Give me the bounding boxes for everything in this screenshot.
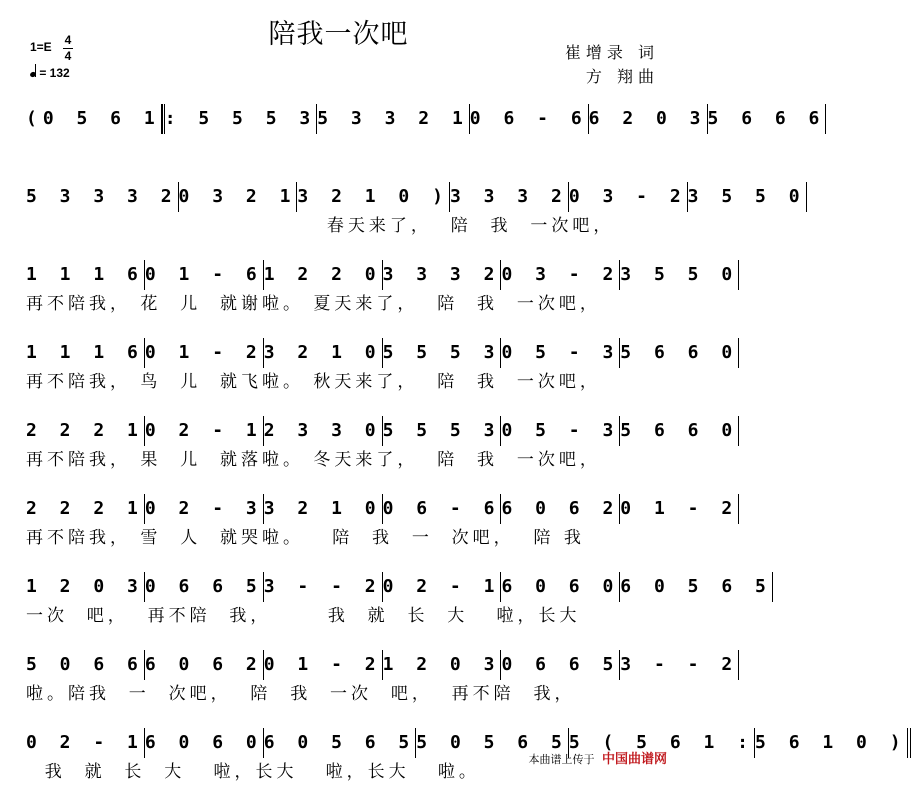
measure: 0 1 - 2 [145, 338, 264, 368]
notation-line [26, 558, 772, 602]
measure: 5 0 6 6 [26, 650, 145, 680]
song-title: 陪我一次吧 [268, 19, 409, 50]
measure: 6 0 6 2 [145, 650, 264, 680]
key-label: 1=E [30, 40, 52, 54]
measure: 6 0 6 2 [501, 494, 620, 524]
measure: 2 2 2 1 [26, 494, 145, 524]
measure: 3 3 3 2 [450, 182, 569, 212]
lyrics-line: 再不陪我， 果 儿 就落啦。 冬天来了， 陪 我 一次吧， [26, 450, 601, 470]
measure: 1 1 1 6 [26, 260, 145, 290]
measure: 0 6 6 5 [501, 650, 620, 680]
measure: 0 3 - 2 [569, 182, 688, 212]
measure: 5 0 5 6 5 [416, 728, 569, 758]
measure: 3 - - 2 [264, 572, 383, 602]
measure: 5 3 3 3 2 [26, 182, 179, 212]
lyrics-line: 再不陪我， 花 儿 就谢啦。 夏天来了， 陪 我 一次吧， [26, 294, 601, 314]
measure: 6 2 0 3 [589, 104, 708, 134]
measure: 3 2 1 0 [264, 494, 383, 524]
measure: 0 6 6 5 [145, 572, 264, 602]
score-row [26, 168, 806, 240]
notation-line [26, 168, 806, 212]
tempo-value: = 132 [39, 66, 70, 80]
measure: 5 6 1 0 ) [755, 728, 911, 758]
measure: 0 2 - 3 [145, 494, 264, 524]
site-logo: 中国曲谱网 [601, 752, 667, 767]
score-row [26, 558, 772, 630]
measure: 0 5 - 3 [501, 338, 620, 368]
measure: 5 5 5 3 [383, 338, 502, 368]
lyrics-line: 再不陪我， 鸟 儿 就飞啦。 秋天来了， 陪 我 一次吧， [26, 372, 601, 392]
lyrics-line: 一次 吧， 再不陪 我， 我 就 长 大 啦，长大 [26, 606, 581, 626]
lyrics-line [26, 134, 659, 162]
measure: 1 1 1 6 [26, 338, 145, 368]
measure: 0 6 - 6 [383, 494, 502, 524]
measure: 5 3 3 2 1 [317, 104, 470, 134]
score-row [26, 90, 826, 162]
notation-line [26, 636, 739, 680]
tempo-marking [30, 64, 70, 80]
measure: 2 2 2 1 [26, 416, 145, 446]
measure: 5 ( 5 6 1 : [569, 728, 755, 758]
measure: 0 3 2 1 [179, 182, 298, 212]
measure: 3 - - 2 [620, 650, 739, 680]
time-signature-bottom: 4 [64, 49, 72, 63]
score-row [26, 402, 739, 474]
time-signature-top: 4 [64, 33, 72, 47]
notation-line [26, 90, 826, 134]
lyrics-line: 啦。陪我 一 次吧， 陪 我 一次 吧， 再不陪 我， [26, 684, 576, 704]
notation-line [26, 246, 739, 290]
measure: 5 6 6 0 [620, 416, 739, 446]
measure: 3 2 1 0 [264, 338, 383, 368]
measure: 0 1 - 2 [620, 494, 739, 524]
notation-line [26, 480, 739, 524]
lyrics-line: 再不陪我， 雪 人 就哭啦。 陪 我 一 次吧， 陪 我 [26, 528, 585, 548]
composer-credit: 方 翔曲 [585, 67, 659, 86]
time-signature [63, 34, 73, 63]
measure: 0 3 - 2 [501, 260, 620, 290]
measure: 0 2 - 1 [26, 728, 145, 758]
notation-line [26, 324, 739, 368]
measure: 0 2 - 1 [145, 416, 264, 446]
measure: 0 1 - 6 [145, 260, 264, 290]
measure: 3 5 5 0 [620, 260, 739, 290]
footer [528, 748, 667, 767]
measure: 1 2 0 3 [383, 650, 502, 680]
score-row [26, 324, 739, 396]
measure: 6 0 5 6 5 [620, 572, 773, 602]
measure: 1 2 0 3 [26, 572, 145, 602]
measure: 0 2 - 1 [383, 572, 502, 602]
lyrics-line: 春天来了， 陪 我 一次吧， [26, 216, 615, 236]
measure: 6 0 6 0 [501, 572, 620, 602]
lyrics-line: 我 就 长 大 啦，长大 啦，长大 啦。 [26, 762, 480, 782]
notation-line [26, 402, 739, 446]
measure: 3 3 3 2 [383, 260, 502, 290]
measure: (0 5 6 1 [26, 104, 162, 134]
measure: 0 5 - 3 [501, 416, 620, 446]
key-signature [30, 33, 90, 86]
score-row [26, 246, 739, 318]
score-row [26, 480, 739, 552]
measure: 2 3 3 0 [264, 416, 383, 446]
measure: 3 5 5 0 [688, 182, 807, 212]
measure: 1 2 2 0 [264, 260, 383, 290]
measure: 0 1 - 2 [264, 650, 383, 680]
footer-text: 本曲谱上传于 [528, 753, 595, 766]
score-row [26, 636, 739, 708]
measure: 3 2 1 0 ) [297, 182, 450, 212]
measure: 0 6 - 6 [470, 104, 589, 134]
measure: 6 0 6 0 [145, 728, 264, 758]
measure: : 5 5 5 3 [162, 104, 318, 134]
measure: 5 6 6 6 [708, 104, 827, 134]
measure: 5 5 5 3 [383, 416, 502, 446]
lyricist-credit: 崔增录 词 [564, 43, 659, 62]
quarter-note-icon [29, 71, 36, 78]
measure: 5 6 6 0 [620, 338, 739, 368]
measure: 6 0 5 6 5 [264, 728, 417, 758]
